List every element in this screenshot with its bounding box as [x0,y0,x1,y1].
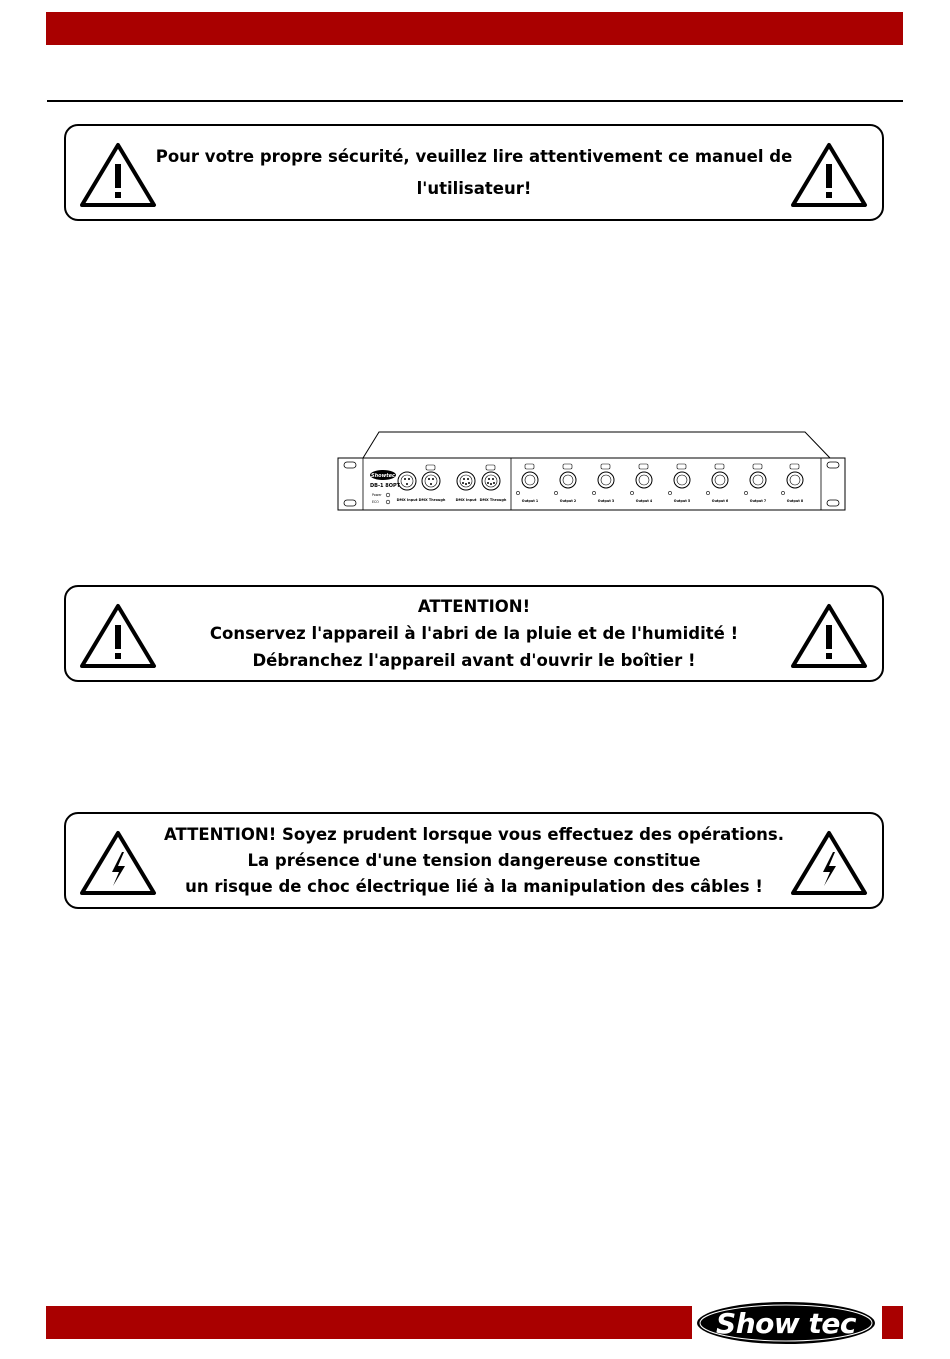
eco-indicator-label: ECO [372,500,379,504]
moisture-warning-box [64,585,884,682]
device-front-panel-illustration [335,428,850,518]
warning-triangle-icon [79,603,157,669]
warning-line: Débranchez l'appareil avant d'ouvrir le boîtier ! [252,651,696,670]
showtec-logo [694,1298,878,1348]
safety-warning-box [64,124,884,221]
header-band [46,12,903,45]
output-label: Output 7 [749,499,767,503]
warning-line: un risque de choc électrique lié à la manipulation des câbles ! [185,876,763,896]
electric-hazard-icon [79,830,157,896]
output-label: Output 1 [521,499,539,503]
output-label: Output 6 [711,499,729,503]
warning-line: ATTENTION! Soyez prudent lorsque vous effectuez des opérations. [164,824,784,844]
output-label: Output 2 [559,499,577,503]
warning-line: ATTENTION! [417,597,531,616]
input-label: DMX Input [455,498,477,502]
logo-registered-mark: ® [870,1312,877,1320]
input-label: DMX Through [418,498,446,502]
warning-triangle-icon [79,142,157,208]
logo-wordmark: Show tec [716,1306,856,1340]
footer-band [46,1306,692,1339]
device-model: DB-1 8OPT [370,483,401,489]
electric-warning-box [64,812,884,909]
output-label: Output 5 [673,499,691,503]
electric-hazard-icon [790,830,868,896]
warning-message [155,126,793,219]
warning-message [166,814,782,907]
input-label: DMX Through [479,498,507,502]
warning-triangle-icon [790,603,868,669]
output-label: Output 4 [635,499,653,503]
header-rule [47,100,903,102]
output-label: Output 8 [786,499,804,503]
footer-band-end [882,1306,903,1339]
warning-line: Pour votre propre sécurité, veuillez lire attentivement ce manuel de [155,146,793,166]
input-label: DMX Input [396,498,418,502]
power-indicator-label: Power [372,493,382,497]
warning-line: Conservez l'appareil à l'abri de la pluie et de l'humidité ! [209,624,739,643]
warning-line: La présence d'une tension dangereuse constitue [247,850,701,870]
warning-message [166,587,782,680]
device-brand: Showtec [371,472,395,479]
warning-triangle-icon [790,142,868,208]
warning-line: l'utilisateur! [416,178,532,198]
output-label: Output 3 [597,499,615,503]
